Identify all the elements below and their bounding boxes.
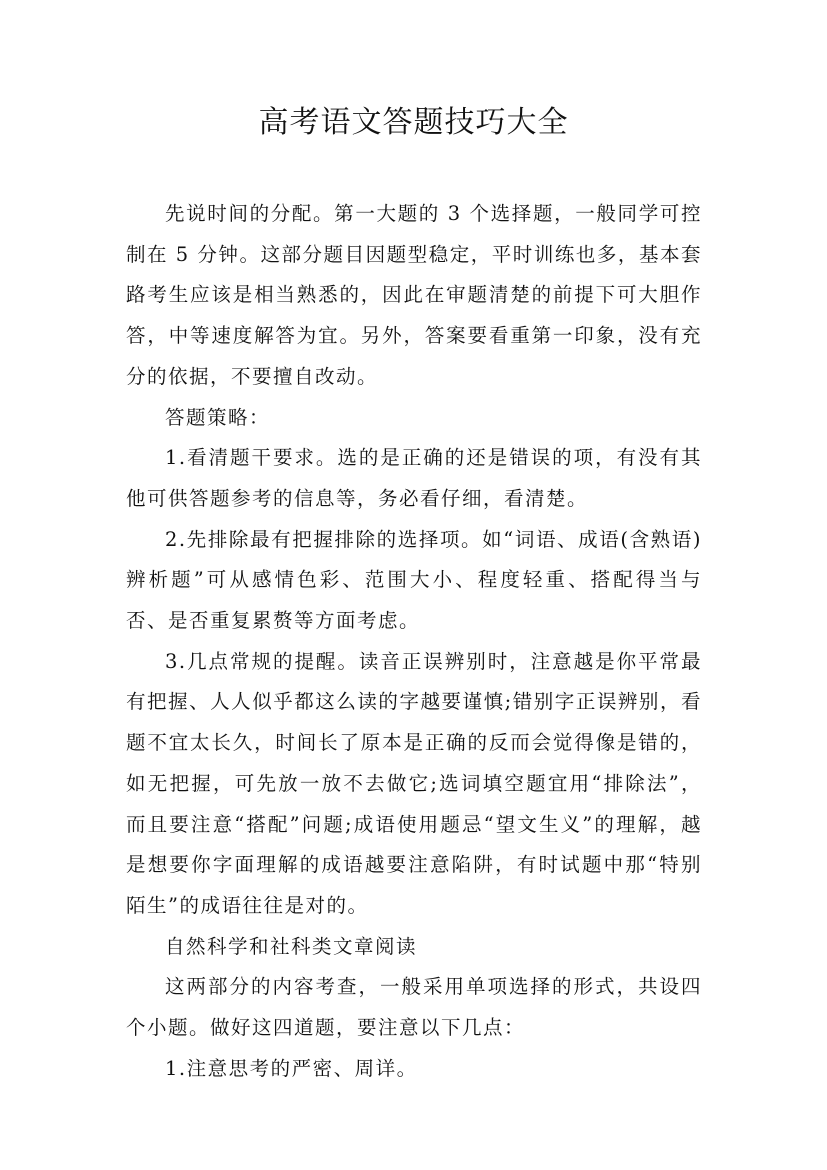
paragraph-time-allocation: 先说时间的分配。第一大题的 3 个选择题，一般同学可控制在 5 分钟。这部分题目因题型稳定，平时训练也多，基本套路考生应该是相当熟悉的，因此在审题清楚的前提下可大胆作答，中等速度解答为宜。另外，答案要看重第一印象，没有充分的依据，不要擅自改动。 xyxy=(126,202,702,388)
paragraph-strategy-3: 3.几点常规的提醒。读音正误辨别时，注意越是你平常最有把握、人人似乎都这么读的字越要谨慎;错别字正误辨别，看题不宜太长久，时间长了原本是正确的反而会觉得像是错的，如无把握，可先放一放不去做它;选词填空题宜用“排除法”，而且要注意“搭配”问题;成语使用题忌“望文生义”的理解，越是想要你字面理解的成语越要注意陷阱，有时试题中那“特别陌生”的成语往往是对的。 xyxy=(126,649,702,917)
document-body xyxy=(126,194,702,1089)
paragraph-reading-point-1: 1.注意思考的严密、周详。 xyxy=(165,1056,418,1080)
paragraph-strategy-1: 1.看清题干要求。选的是正确的还是错误的项，有没有其他可供答题参考的信息等，务必看仔细，看清楚。 xyxy=(126,446,702,510)
paragraph-reading-intro: 这两部分的内容考查，一般采用单项选择的形式，共设四个小题。做好这四道题，要注意以下几点： xyxy=(126,975,702,1040)
paragraph-reading-heading: 自然科学和社科类文章阅读 xyxy=(165,934,418,958)
document-title: 高考语文答题技巧大全 xyxy=(258,105,569,140)
paragraph-strategy-heading: 答题策略： xyxy=(165,405,271,429)
paragraph-strategy-2: 2.先排除最有把握排除的选择项。如“词语、成语(含熟语)辨析题”可从感情色彩、范围大小、程度轻重、搭配得当与否、是否重复累赘等方面考虑。 xyxy=(126,527,702,633)
